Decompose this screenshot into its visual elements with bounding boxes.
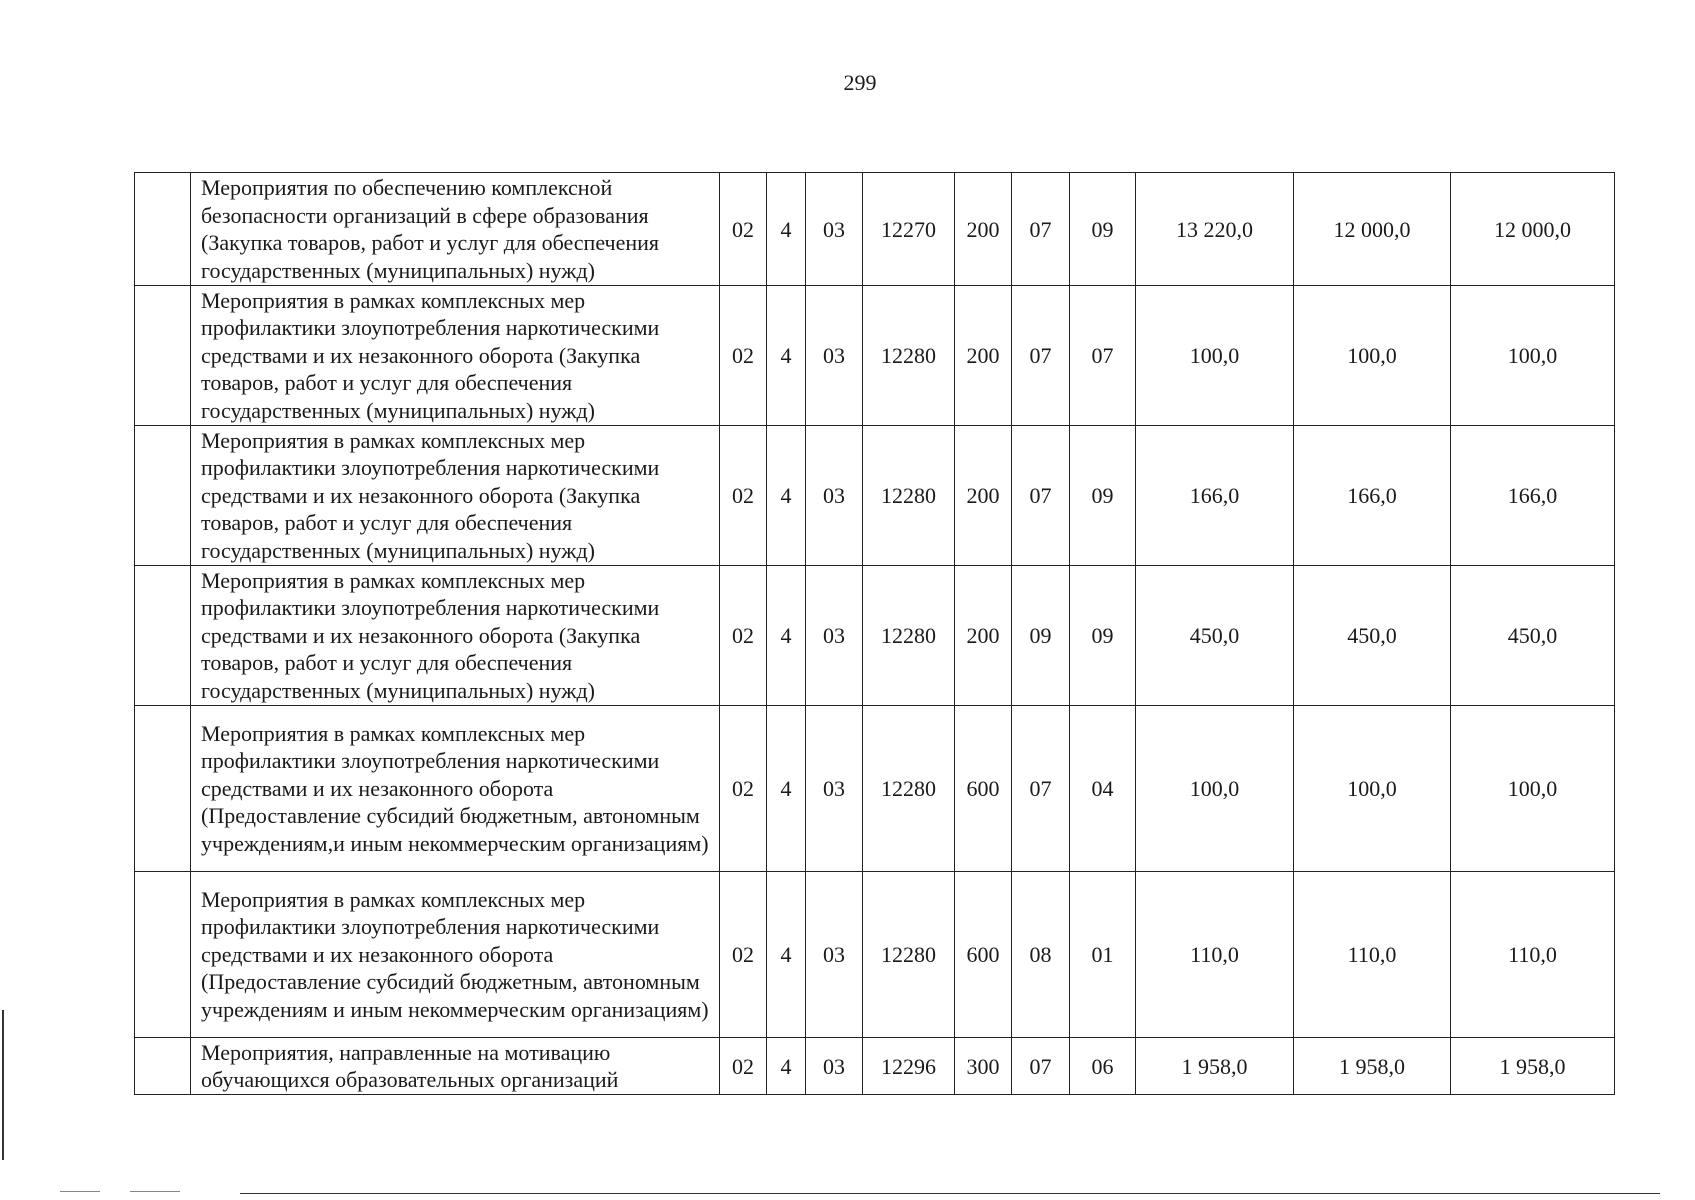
code-cell: 09 — [1070, 566, 1136, 706]
amount-cell: 100,0 — [1451, 286, 1615, 426]
budget-table — [134, 172, 1615, 1095]
code-cell: 600 — [955, 706, 1012, 872]
code-cell: 4 — [767, 872, 806, 1038]
amount-cell: 166,0 — [1294, 426, 1451, 566]
code-cell: 07 — [1012, 706, 1070, 872]
code-cell: 4 — [767, 286, 806, 426]
code-cell: 07 — [1012, 173, 1070, 286]
code-cell: 04 — [1070, 706, 1136, 872]
code-cell: 4 — [767, 173, 806, 286]
row-index-cell — [135, 286, 191, 426]
amount-cell: 12 000,0 — [1294, 173, 1451, 286]
amount-cell: 110,0 — [1451, 872, 1615, 1038]
amount-cell: 1 958,0 — [1451, 1038, 1615, 1095]
amount-cell: 450,0 — [1451, 566, 1615, 706]
code-cell: 07 — [1070, 286, 1136, 426]
amount-cell: 100,0 — [1136, 286, 1294, 426]
amount-cell: 1 958,0 — [1136, 1038, 1294, 1095]
table-row — [135, 286, 1615, 426]
code-cell: 02 — [720, 566, 767, 706]
amount-cell: 166,0 — [1136, 426, 1294, 566]
amount-cell: 450,0 — [1294, 566, 1451, 706]
code-cell: 09 — [1070, 173, 1136, 286]
code-cell: 12280 — [863, 426, 955, 566]
amount-cell: 100,0 — [1294, 706, 1451, 872]
code-cell: 12280 — [863, 872, 955, 1038]
page-number: 299 — [843, 70, 877, 95]
amount-cell: 13 220,0 — [1136, 173, 1294, 286]
code-cell: 300 — [955, 1038, 1012, 1095]
row-description: Мероприятия в рамках комплексных мер профилактики злоупотребления наркотическими средствами и их незаконного оборота (Закупка товаров, работ и услуг для обеспечения государственных (муниципальных) нужд) — [191, 286, 720, 426]
code-cell: 4 — [767, 1038, 806, 1095]
code-cell: 200 — [955, 426, 1012, 566]
scan-edge-line — [2, 1010, 4, 1160]
code-cell: 600 — [955, 872, 1012, 1038]
code-cell: 12280 — [863, 706, 955, 872]
code-cell: 03 — [806, 872, 863, 1038]
code-cell: 09 — [1070, 426, 1136, 566]
scan-dash — [130, 1191, 180, 1192]
code-cell: 03 — [806, 1038, 863, 1095]
scan-bottom-line — [240, 1193, 1660, 1194]
code-cell: 12296 — [863, 1038, 955, 1095]
code-cell: 02 — [720, 286, 767, 426]
code-cell: 200 — [955, 566, 1012, 706]
code-cell: 03 — [806, 286, 863, 426]
amount-cell: 110,0 — [1136, 872, 1294, 1038]
code-cell: 200 — [955, 173, 1012, 286]
code-cell: 12280 — [863, 286, 955, 426]
code-cell: 08 — [1012, 872, 1070, 1038]
row-description: Мероприятия по обеспечению комплексной безопасности организаций в сфере образования (Закупка товаров, работ и услуг для обеспечения государственных (муниципальных) нужд) — [191, 173, 720, 286]
code-cell: 07 — [1012, 286, 1070, 426]
row-index-cell — [135, 426, 191, 566]
row-description: Мероприятия в рамках комплексных мер профилактики злоупотребления наркотическими средствами и их незаконного оборота (Предоставление субсидий бюджетным, автономным учреждениям и иным некоммерческим организациям) — [191, 872, 720, 1038]
code-cell: 03 — [806, 566, 863, 706]
row-description: Мероприятия в рамках комплексных мер профилактики злоупотребления наркотическими средствами и их незаконного оборота (Закупка товаров, работ и услуг для обеспечения государственных (муниципальных) нужд) — [191, 566, 720, 706]
row-index-cell — [135, 1038, 191, 1095]
row-description: Мероприятия в рамках комплексных мер профилактики злоупотребления наркотическими средствами и их незаконного оборота (Предоставление субсидий бюджетным, автономным учреждениям,и иным некоммерческим организациям) — [191, 706, 720, 872]
code-cell: 02 — [720, 706, 767, 872]
code-cell: 02 — [720, 173, 767, 286]
table-row — [135, 426, 1615, 566]
code-cell: 200 — [955, 286, 1012, 426]
code-cell: 07 — [1012, 426, 1070, 566]
amount-cell: 1 958,0 — [1294, 1038, 1451, 1095]
code-cell: 03 — [806, 706, 863, 872]
code-cell: 4 — [767, 706, 806, 872]
table-row — [135, 566, 1615, 706]
code-cell: 09 — [1012, 566, 1070, 706]
code-cell: 01 — [1070, 872, 1136, 1038]
row-index-cell — [135, 173, 191, 286]
code-cell: 03 — [806, 173, 863, 286]
amount-cell: 166,0 — [1451, 426, 1615, 566]
amount-cell: 450,0 — [1136, 566, 1294, 706]
amount-cell: 100,0 — [1451, 706, 1615, 872]
code-cell: 03 — [806, 426, 863, 566]
table-row — [135, 872, 1615, 1038]
amount-cell: 100,0 — [1136, 706, 1294, 872]
code-cell: 02 — [720, 426, 767, 566]
row-description: Мероприятия, направленные на мотивацию обучающихся образовательных организаций — [191, 1038, 720, 1095]
table-row — [135, 706, 1615, 872]
code-cell: 07 — [1012, 1038, 1070, 1095]
code-cell: 12270 — [863, 173, 955, 286]
code-cell: 02 — [720, 872, 767, 1038]
row-index-cell — [135, 706, 191, 872]
row-index-cell — [135, 566, 191, 706]
code-cell: 02 — [720, 1038, 767, 1095]
table-row — [135, 1038, 1615, 1095]
amount-cell: 100,0 — [1294, 286, 1451, 426]
code-cell: 06 — [1070, 1038, 1136, 1095]
scan-dash — [60, 1191, 100, 1192]
amount-cell: 110,0 — [1294, 872, 1451, 1038]
row-description: Мероприятия в рамках комплексных мер профилактики злоупотребления наркотическими средствами и их незаконного оборота (Закупка товаров, работ и услуг для обеспечения государственных (муниципальных) нужд) — [191, 426, 720, 566]
row-index-cell — [135, 872, 191, 1038]
table-row — [135, 173, 1615, 286]
code-cell: 4 — [767, 426, 806, 566]
amount-cell: 12 000,0 — [1451, 173, 1615, 286]
code-cell: 4 — [767, 566, 806, 706]
code-cell: 12280 — [863, 566, 955, 706]
